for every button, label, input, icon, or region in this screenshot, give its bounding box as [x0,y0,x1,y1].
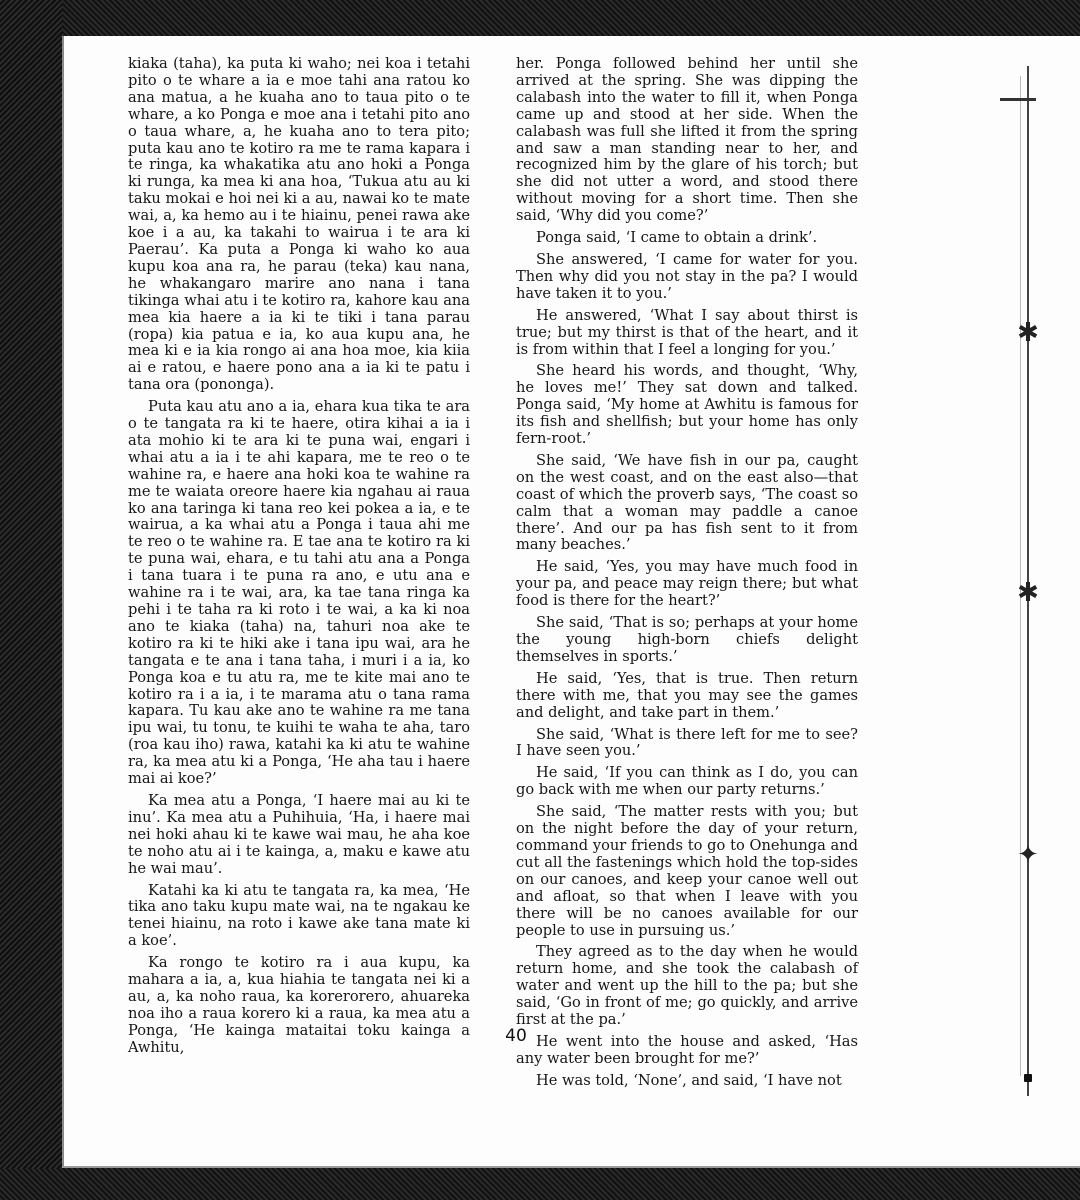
paragraph: She said, ‘We have fish in our pa, caught on the west coast, and on the east also—that coast of which the proverb says, ‘The coast so calm that a woman may paddle a canoe there’. And our pa has fish sent to it from many beaches.’ [516,451,858,554]
paragraph: They agreed as to the day when he would return home, and she took the calabash of water and went up the hill to the pa; but she said, ‘Go in front of me; go quickly, and arrive first at the pa.’ [516,943,858,1029]
page-number: 40 [505,1026,527,1046]
paragraph: She said, ‘The matter rests with you; but on the night before the day of your return, command your friends to go to Onehunga and cut all the fastenings which hold the top-sides on our canoes, and keep your canoe well out and afloat, so that when I leave with you there will be no canoes available for our people to use in pursuing us.’ [516,803,858,939]
paragraph: He said, ‘If you can think as I do, you can go back with me when our party returns.’ [516,764,858,799]
paragraph: He said, ‘Yes, that is true. Then return there with me, that you may see the games and delight, and take part in them.’ [516,669,858,721]
binding-dot [1024,1074,1032,1082]
scan-border-left [0,0,62,1200]
paragraph: kiaka (taha), ka puta ki waho; nei koa i tetahi pito o te whare a ia e moe tahi ana ratou ko ana matua, a he kuaha ano to taua pito o te whare, a ko Ponga e moe ana i tetahi pito ano o taua whare, a, he kuaha ano to tera pito; puta kau ano te kotiro ra me te rama kapara i te ringa, ka whakatika atu ano hoki a Ponga ki runga, ka mea ki ana hoa, ‘Tukua atu au ki taku mokai e hoi nei ki a au, nawai ko te mate wai, a, ka hemo au i te hiainu, penei rawa ake koe i a au, ka takahi to wairua i te ara ki Paerau’. Ka puta a Ponga ki waho ko aua kupu koa ana ra, he parau (teka) kau nana, he whakangaro marire ano nana i tana tikinga whai atu i te kotiro ra, kahore kau ana mea kia haere a ia ki te tiki i tana parau (ropa) kia patua e ia, ko aua kupu ana, he mea ki e ia kia rongo ai ana hoa moe, kia kiia ai e ratou, e haere pono ana a ia ki te patu i tana ora (pononga). [128,55,470,394]
paragraph: He answered, ‘What I say about thirst is true; but my thirst is that of the heart, and it is from within that I feel a longing for you.’ [516,306,858,358]
maori-text-column [128,56,470,1062]
scan-border-bottom [0,1168,1080,1200]
paragraph: He was told, ‘None’, and said, ‘I have not [536,1071,842,1089]
binding-faint-line [1020,76,1021,1076]
paragraph: Ponga said, ‘I came to obtain a drink’. [536,229,818,247]
paragraph: He said, ‘Yes, you may have much food in your pa, and peace may reign there; but what food is there for the heart?’ [516,558,858,610]
paragraph: She heard his words, and thought, ‘Why, he loves me!’ They sat down and talked. Ponga said, ‘My home at Awhitu is famous for its fish and shellfish; but your home has only fern-root.’ [516,362,858,448]
paragraph: Ka mea atu a Ponga, ‘I haere mai au ki te inu’. Ka mea atu a Puhihuia, ‘Ha, i haere mai nei hoki ahau ki te kawe wai mau, he aha koe te noho atu ai i te kainga, a, maku e kawe atu he wai mau’. [128,791,470,877]
paragraph: Ka rongo te kotiro ra i aua kupu, ka mahara a ia, a, kua hiahia te tangata nei ki a au, a, ka noho raua, ka korerorero, ahuareka noa iho a raua korero ki a raua, ka mea atu a Ponga, ‘He kainga mataitai toku kainga a Awhitu, [128,954,470,1056]
binding-ornament-icon: ✦ [1017,840,1039,870]
binding-dash [1000,98,1036,101]
paragraph: He went into the house and asked, ‘Has any water been brought for me?’ [516,1032,858,1067]
binding-ornament-icon: ✱ [1017,578,1039,608]
paragraph: She answered, ‘I came for water for you. Then why did you not stay in the pa? I would have taken it to you.’ [516,250,858,302]
scan-border-top [0,0,1080,36]
paragraph: She said, ‘That is so; perhaps at your home the young high-born chiefs delight themselves in sports.’ [516,614,858,665]
page-binding-strip [1000,36,1080,1168]
page-left-edge [62,36,64,1168]
paragraph: She said, ‘What is there left for me to see? I have seen you.’ [516,725,858,760]
paragraph: Katahi ka ki atu te tangata ra, ka mea, ‘He tika ano taku kupu mate wai, na te ngakau ke tenei hiainu, na roto i kawe ake tana mate ki a koe’. [128,881,470,950]
page-bottom-edge [62,1166,1080,1168]
english-text-column [516,56,858,1095]
paragraph: her. Ponga followed behind her until she arrived at the spring. She was dipping the calabash into the water to fill it, when Ponga came up and stood at her side. When the calabash was full she lifted it from the spring and saw a man standing near to her, and recognized him by the glare of his torch; but she did not utter a word, and stood there without moving for a short time. Then she said, ‘Why did you come?’ [516,55,858,225]
binding-ornament-icon: ✱ [1017,318,1039,348]
paragraph: Puta kau atu ano a ia, ehara kua tika te ara o te tangata ra ki te haere, otira kihai a ia i ata mohio ki te ara ki te puna wai, engari i whai atu a ia i te ahi kapara, me te reo o te wahine ra, e haere ana hoki koa te wahine ra me te waiata oreore haere kia ngahau ai raua ko ana taringa ki tana reo kei pokea a ia, e te wairua, a ka whai atu a Ponga i taua ahi me te reo o te wahine ra. E tae ana te kotiro ra ki te puna wai, ehara, e tu tahi atu ana a Ponga i tana tuara i te puna ra ano, e utu ana e wahine ra i te wai, ara, ka tae tana ringa ka pehi i te taha ra ki roto i te wai, a ka ki noa ano te kiaka (taha) na, tahuri noa ake te kotiro ra ki te hiki ake i tana ipu wai, ara he tangata e te ana i tana taha, i muri i a ia, ko Ponga koa e tu atu ra, me te kite mai ano te kotiro ra i a ia, i te marama atu o tana rama kapara. Tu kau ake ano te wahine ra me tana ipu wai, tu tonu, te kuihi te waha te aha, taro (roa kau iho) rawa, katahi ka ki atu te wahine ra, ka mea atu ki a Ponga, ‘He aha tau i haere mai ai koe?’ [128,398,470,788]
